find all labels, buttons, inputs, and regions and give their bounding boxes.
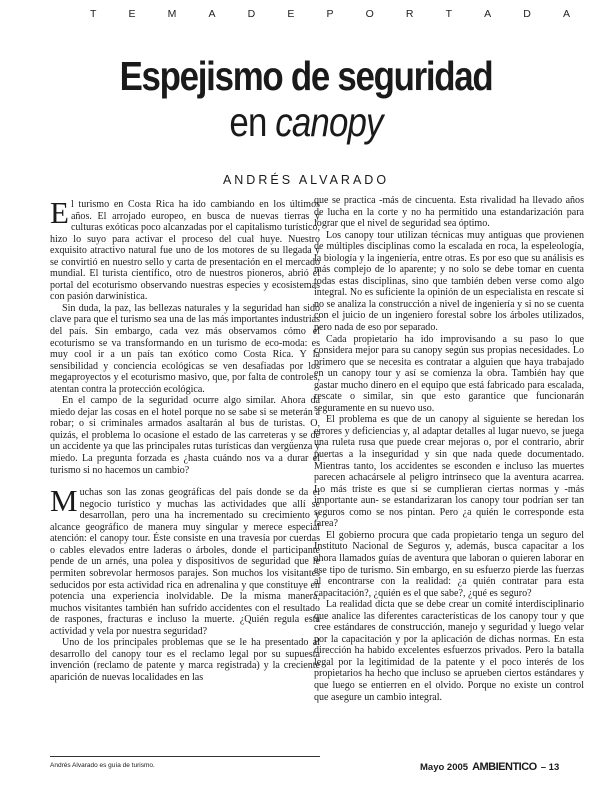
author-footnote: Andrés Alvarado es guía de turismo. <box>50 762 155 769</box>
paragraph: El problema es que de un canopy al siguiente se heredan los errores y deficiencias y, al adaptar detalles al lugar nuevo, se juega una ruleta rusa que puede crear mejoras o, por el contrario, abrir puertas a la inseguridad y sin que nada quede documentado. Mientras tanto, los accidentes se esconden e incluso las muertes parecen achacársele al peligro intrínseco que la aventura acarrea. Lo más triste es que si se cumplieran ciertas normas y -más importante aun- se estandarizaran los canopy tour podrían ser tan seguros como se nos pintan. Pero ¿a quién le corresponde esta tarea? <box>314 414 584 530</box>
paragraph: Uno de los principales problemas que se le ha presentado al desarrollo del canopy tour es el reclamo legal por su supuesta invención (reclamo de patente y marca registrada) y la creciente aparición de nuevas localidades en las <box>50 637 320 683</box>
kicker-letter: A <box>208 8 216 20</box>
kicker-letter: E <box>128 8 136 20</box>
paragraph-text: uchas son las zonas geográficas del país donde se da el negocio turístico y muchas las actividades que allí se desarrollan, pero una ha incrementado su crecimiento y alcance geográfico de manera muy singular y merece especial atención: el canopy tour. Éste consiste en una travesía por cuerdas o cables elevados entre laderas o árboles, donde el participante pende de un arnés, una polea y dispositivos de seguridad que le permiten sobrevolar hermosos parajes. Son muchos los visitantes seducidos por esta actividad rica en adrenalina y que constituye en potencia una experiencia inolvidable. De la misma manera, muchos visitantes también han sufrido accidentes con el resultado de raspones, fracturas e incluso la muerte. ¿Quién regula esta actividad y vela por nuestra seguridad? <box>50 487 320 637</box>
section-kicker <box>90 8 570 20</box>
author-byline: ANDRÉS ALVARADO <box>222 173 390 187</box>
article-title-line1: Espejismo de seguridad <box>119 53 493 99</box>
paragraph <box>50 195 320 303</box>
kicker-letter: O <box>365 8 374 20</box>
kicker-letter: R <box>405 8 414 20</box>
drop-cap: M <box>50 483 78 519</box>
paragraph: Sin duda, la paz, las bellezas naturales y la seguridad han sido clave para que el turismo sea una de las más importantes industrias del país. Sin embargo, cada vez más observamos cómo el ecoturismo se va transformando en un turismo de eco-moda: es muy cool ir a un país tan exótico como Costa Rica. Y la sensibilidad y conciencia ecológicas se ven desafiadas por los megaproyectos y el ecoturismo masivo, que, por falta de controles, atentan contra la protección ecológica. <box>50 302 320 395</box>
paragraph <box>50 483 320 637</box>
kicker-letter: D <box>523 8 531 20</box>
left-column <box>50 195 320 683</box>
issue-date: Mayo 2005 <box>420 761 469 773</box>
kicker-letter: P <box>326 8 334 20</box>
page-number: – 13 <box>540 761 560 773</box>
kicker-letter: M <box>167 8 177 20</box>
right-column <box>314 195 584 703</box>
kicker-letter: D <box>247 8 256 20</box>
title-italic-word: canopy <box>275 99 383 145</box>
title-prefix: en <box>229 99 276 145</box>
paragraph: Los canopy tour utilizan técnicas muy antiguas que provienen de múltiples disciplinas como la escalada en roca, la espeleología, la biología y la ingeniería, entre otras. Es por eso que su análisis es más complejo de lo aparente; y no solo se debe tomar en cuenta todas estas disciplinas, sino que también deben verse como algo integral. No es suficiente la opinión de un especialista en rescate si no se analiza la construcción a nivel de ingeniería y si no se cuenta con el juicio de un ingeniero forestal sobre los árboles utilizados, pero nada de eso por separado. <box>314 229 584 334</box>
drop-cap: E <box>50 195 69 230</box>
kicker-letter: E <box>287 8 295 20</box>
kicker-letter: T <box>90 8 97 20</box>
paragraph: En el campo de la seguridad ocurre algo similar. Ahora da miedo dejar las cosas en el hotel porque no se sabe si se meterán a robar; o si criminales armados asaltarán al bus de turistas. O, quizás, el problema lo ocasione el estado de las carreteras y se dé un accidente ya que las principales rutas turísticas dan vergüenza y miedo. La pregunta forzada es ¿hasta cuándo nos va a durar el turismo si no hacemos un cambio? <box>50 395 320 476</box>
paragraph: La realidad dicta que se debe crear un comité interdisciplinario que analice las diferentes características de los canopy tour y que cree estándares de construcción, manejo y seguridad y luego velar por la capacitación y por la aplicación de dichas normas. En esta dirección ha habido excelentes esfuerzos privados. Pero la batalla legal por la legitimidad de la patente y el poco interés de los propietarios ha hecho que incluso se aprueben ciertos estándares y que luego se entierren en el olvido. Porque no existe un control que asegure un cambio integral. <box>314 599 584 703</box>
kicker-letter: T <box>445 8 452 20</box>
section-gap <box>50 476 320 487</box>
page-folio <box>420 761 559 773</box>
magazine-logo: AMBIENTICO <box>472 761 537 773</box>
paragraph: El gobierno procura que cada propietario tenga un seguro del Instituto Nacional de Seguros y, además, busca capacitar a los ahora llamados guías de aventura que laboran o quieren laborar en ese tipo de turismo. Sin embargo, en su esfuerzo pierde las fuerzas al encontrarse con la realidad: ¿a quién contratar para esta capacitación?, ¿quién es el que sabe?, ¿qué es seguro? <box>314 529 584 599</box>
paragraph: que se practica -más de cincuenta. Esta rivalidad ha llevado años de lucha en la corte y no ha permitido una estandarización para lograr que el nivel de seguridad sea óptimo. <box>314 195 584 230</box>
article-title-line2 <box>46 100 566 144</box>
paragraph-text: l turismo en Costa Rica ha ido cambiando en los últimos años. El arrojado europeo, en busca de nuevas tierras y culturas exóticas poco alcanzadas por el capitalismo turístico, hizo lo suyo para activar el proceso del cual huye. Nuestro exquisito atractivo natural fue uno de los motores de su llegada y se convirtió en nuestro sello y carta de presentación en el mercado mundial. El turista científico, otro de nuestros pioneros, abrió el portal del ecoturismo observando nuestras especies y ecosistemas con pasión darwinística. <box>50 199 320 303</box>
kicker-letter: A <box>562 8 570 20</box>
kicker-letter: A <box>484 8 492 20</box>
paragraph: Cada propietario ha ido improvisando a su paso lo que considera mejor para su canopy según sus propias necesidades. Lo primero que se necesita es contratar a alguien que haya trabajado en un canopy tour y así se comienza la obra. También hay que gastar mucho dinero en el equipo que está fabricado para escalada, rescate o similar, sin que esto garantice que funcionarán seguramente en su nuevo uso. <box>314 333 584 414</box>
footnote-rule <box>50 756 320 757</box>
